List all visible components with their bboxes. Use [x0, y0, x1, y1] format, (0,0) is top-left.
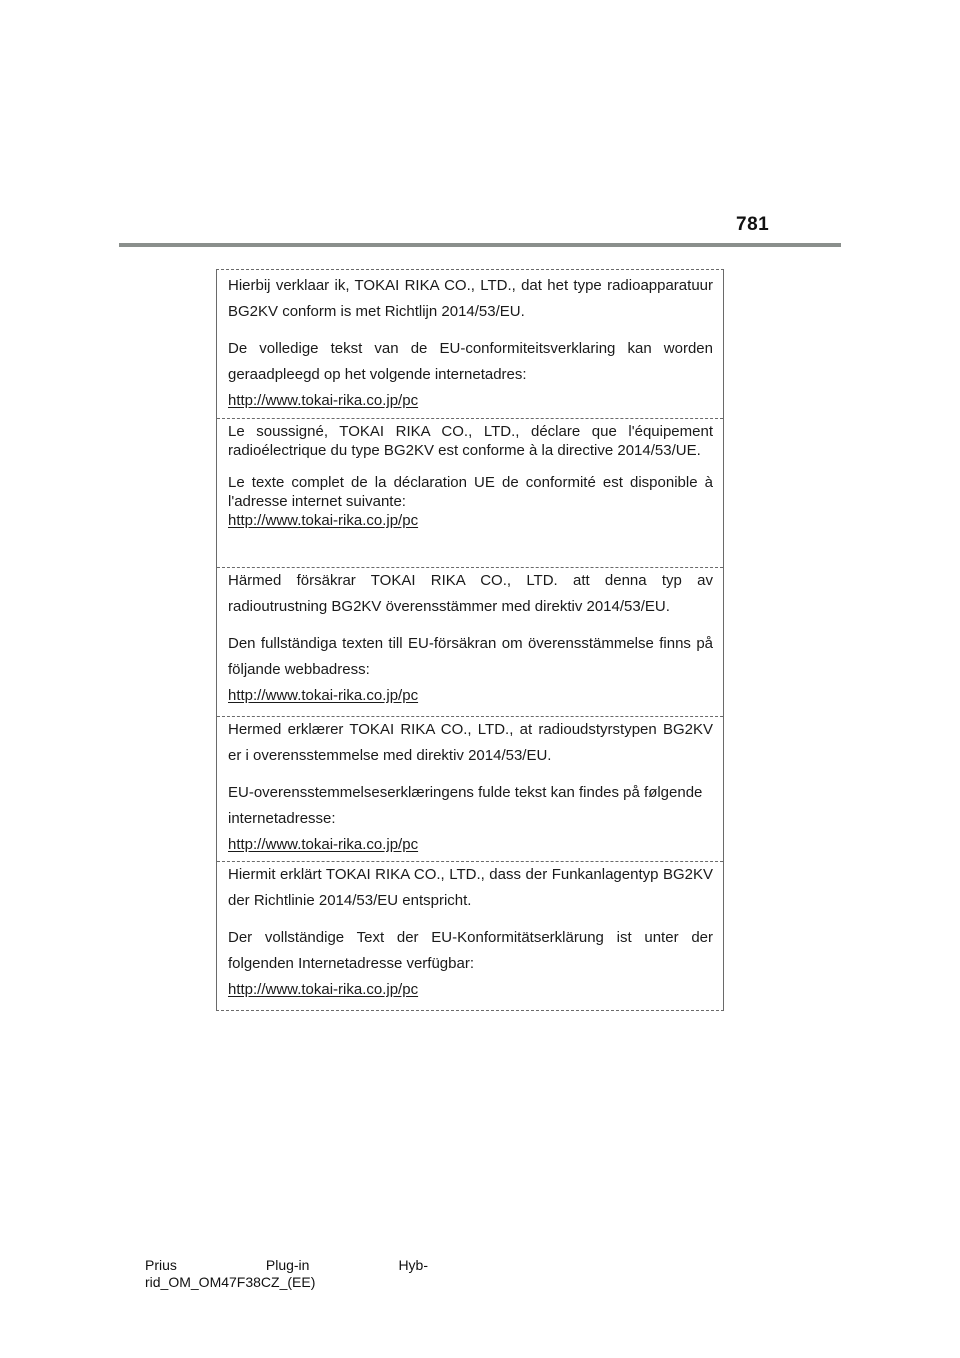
- declaration-url-link[interactable]: http://www.tokai-rika.co.jp/pc: [228, 836, 419, 853]
- declaration-url-link[interactable]: http://www.tokai-rika.co.jp/pc: [228, 512, 419, 529]
- full-text-notice: EU-overensstemmelseserklæringens fulde tekst kan findes på følgende internetadresse:: [228, 784, 703, 827]
- document-code-footer: [145, 1257, 445, 1291]
- declaration-section-swedish: [217, 567, 723, 709]
- declaration-url-link[interactable]: http://www.tokai-rika.co.jp/pc: [228, 392, 419, 409]
- conformity-statement: Hiermit erklärt TOKAI RIKA CO., LTD., dass der Funkanlagentyp BG2KV der Richtlinie 2014/53/EU entspricht.: [228, 866, 713, 909]
- declaration-box: [216, 269, 724, 1011]
- declaration-section-dutch: [217, 273, 723, 414]
- footer-document-id: rid_OM_OM47F38CZ_(EE): [145, 1274, 316, 1290]
- page-number: 781: [736, 214, 770, 235]
- footer-model-type: Hyb-: [398, 1257, 428, 1273]
- conformity-statement: Härmed försäkrar TOKAI RIKA CO., LTD. att denna typ av radioutrustning BG2KV överensstämmer med direktiv 2014/53/EU.: [228, 572, 713, 615]
- footer-model-name: Prius: [145, 1257, 177, 1273]
- conformity-statement: Hierbij verklaar ik, TOKAI RIKA CO., LTD., dat het type radioapparatuur BG2KV conform is met Richtlijn 2014/53/EU.: [228, 277, 713, 320]
- full-text-notice: Le texte complet de la déclaration UE de conformité est disponible à l'adresse internet suivante:: [228, 474, 713, 510]
- declaration-section-german: [217, 861, 723, 1003]
- declaration-section-danish: [217, 716, 723, 858]
- declaration-section-french: [217, 418, 723, 530]
- header-rule: [119, 243, 841, 247]
- conformity-statement: Hermed erklærer TOKAI RIKA CO., LTD., at radioudstyrstypen BG2KV er i overensstemmelse med direktiv 2014/53/EU.: [228, 721, 713, 764]
- footer-model-variant: Plug-in: [265, 1257, 310, 1273]
- full-text-notice: Den fullständiga texten till EU-försäkran om överensstämmelse finns på följande webbadress:: [228, 635, 713, 678]
- declaration-url-link[interactable]: http://www.tokai-rika.co.jp/pc: [228, 687, 419, 704]
- conformity-statement: Le soussigné, TOKAI RIKA CO., LTD., déclare que l'équipement radioélectrique du type BG2KV est conforme à la directive 2014/53/UE.: [228, 423, 713, 459]
- full-text-notice: De volledige tekst van de EU-conformiteitsverklaring kan worden geraadpleegd op het volgende internetadres:: [228, 340, 713, 383]
- declaration-url-link[interactable]: http://www.tokai-rika.co.jp/pc: [228, 981, 419, 998]
- footer-line-1: [145, 1257, 428, 1274]
- full-text-notice: Der vollständige Text der EU-Konformitätserklärung ist unter der folgenden Internetadresse verfügbar:: [228, 929, 713, 972]
